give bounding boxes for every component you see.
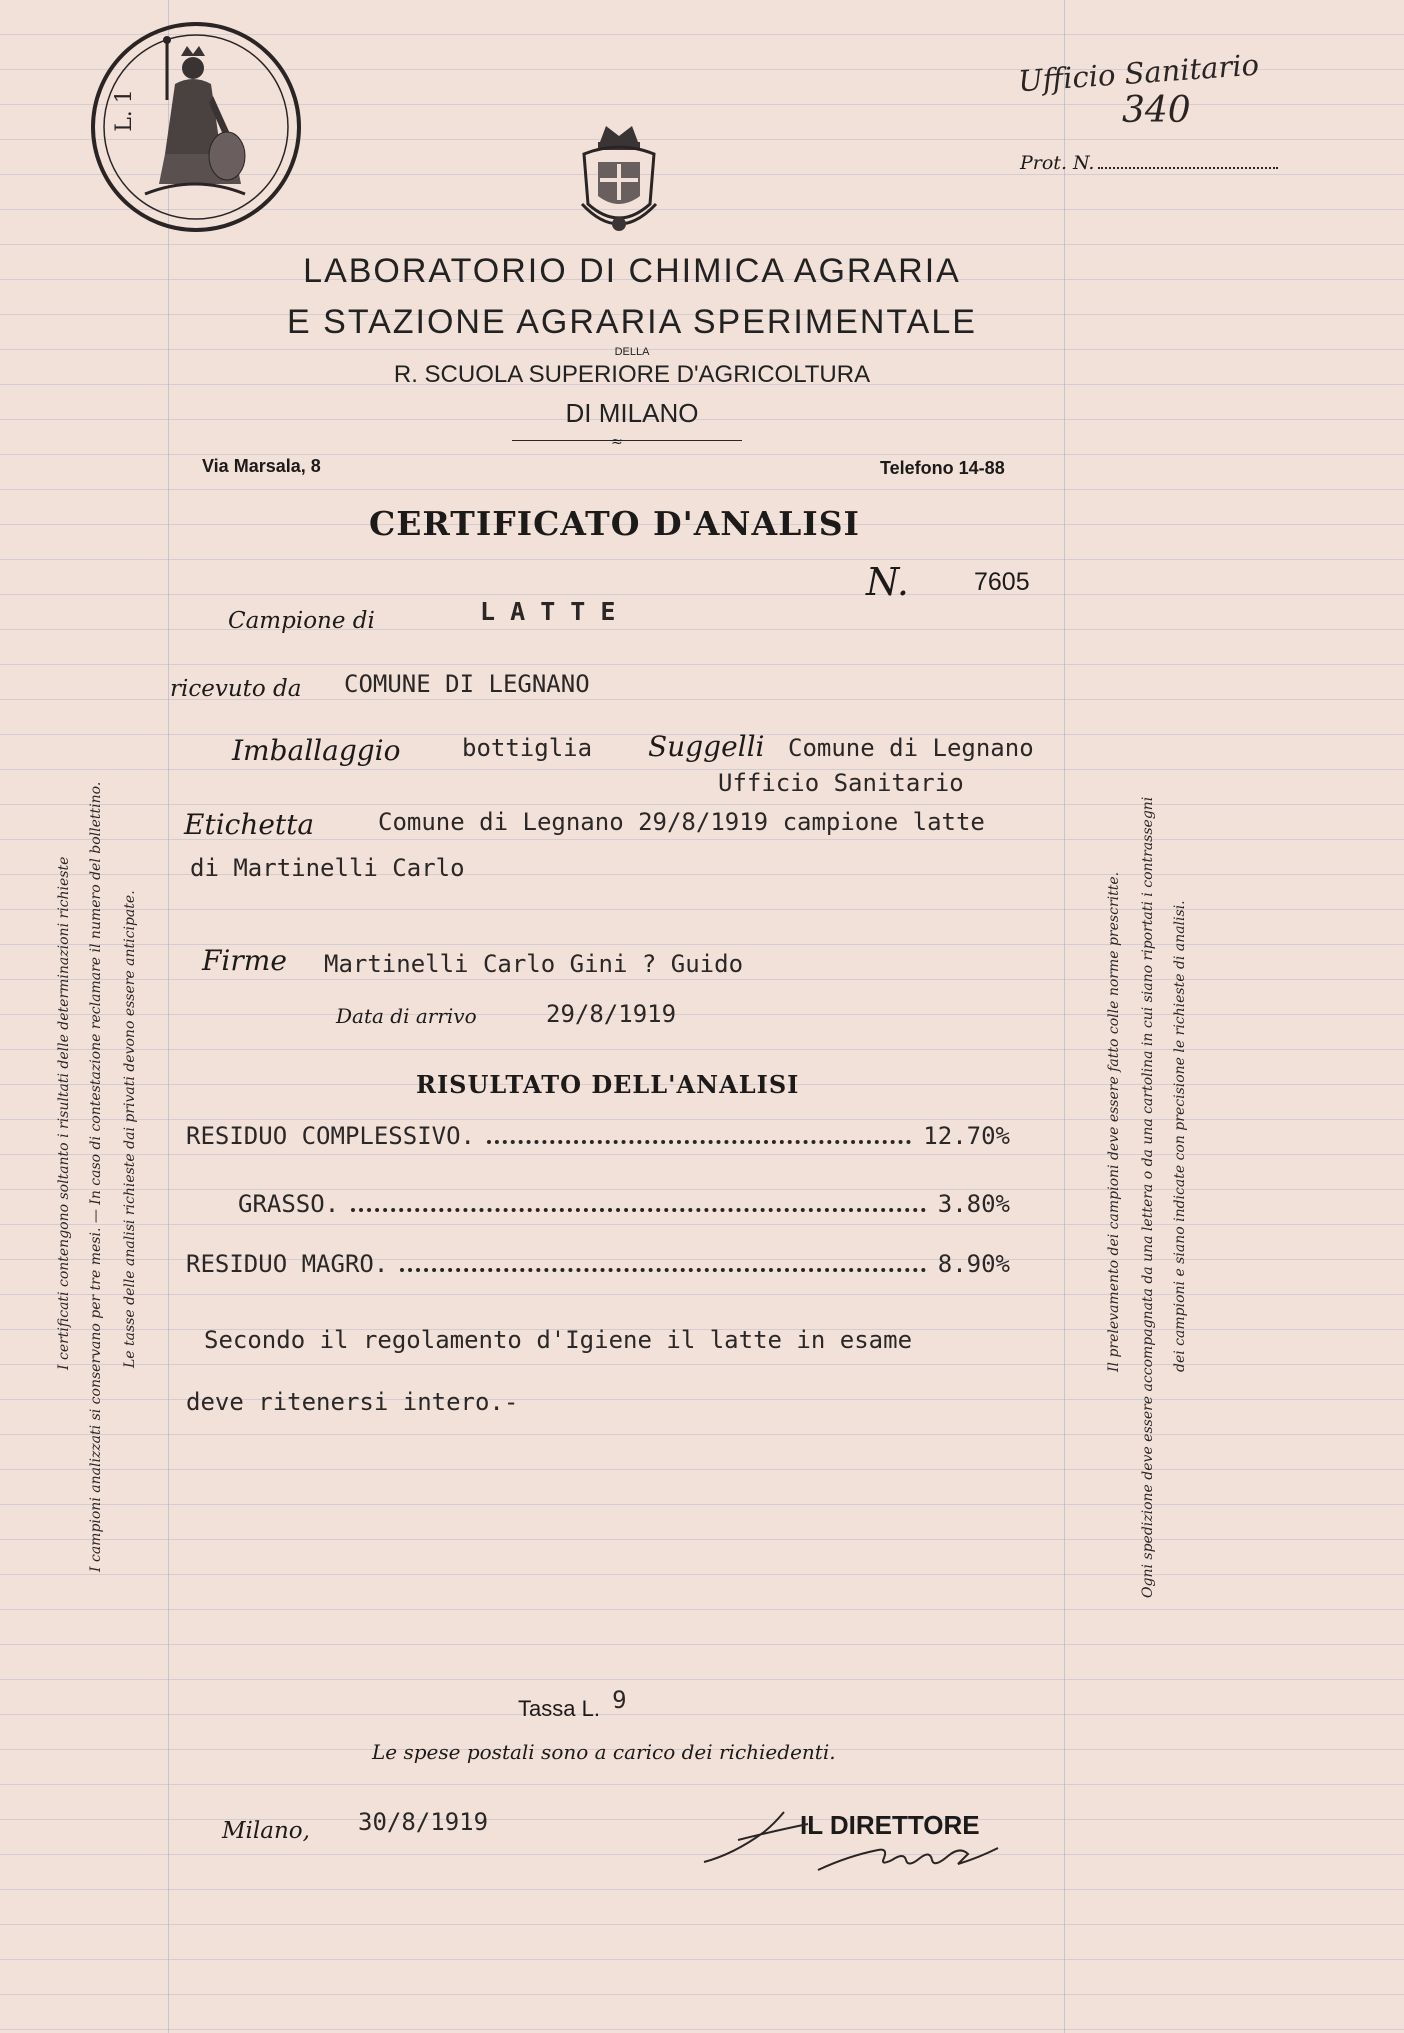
result-value: 12.70% [923, 1122, 1010, 1150]
label-line1: Comune di Legnano 29/8/1919 campione latte [378, 808, 985, 836]
seals-line2: Ufficio Sanitario [718, 769, 964, 797]
conclusion-line1: Secondo il regolamento d'Igiene il latte in esame [204, 1326, 913, 1354]
arrival-value: 29/8/1919 [546, 1000, 677, 1028]
certificate-number: 7605 [974, 568, 1030, 596]
sample-value: L A T T E [480, 597, 616, 626]
certificate-title: CERTIFICATO D'ANALISI [369, 504, 860, 543]
postal-note: Le spese postali sono a carico dei richiedenti. [372, 1740, 836, 1764]
received-value: COMUNE DI LEGNANO [344, 670, 590, 698]
results-title: RISULTATO DELL'ANALISI [416, 1070, 800, 1099]
side-note-left-1: I certificati contengono soltanto i risultati delle determinazioni richieste [56, 856, 72, 1370]
received-label: ricevuto da [170, 676, 302, 702]
crown-crest-icon [572, 120, 666, 238]
side-note-right-1: Il prelevamento dei campioni deve essere fatto colle norme prescritte. [1106, 871, 1122, 1372]
phone: Telefono 14-88 [880, 458, 1005, 478]
conclusion-line2: deve ritenersi intero.- [186, 1388, 519, 1416]
result-row-total-residue [186, 1122, 1010, 1150]
sample-label: Campione di [228, 608, 375, 634]
packaging-label: Imballaggio [232, 734, 401, 767]
arrival-label: Data di arrivo [336, 1004, 477, 1028]
stamp-prot [1020, 152, 1278, 174]
signatures-value: Martinelli Carlo Gini ? Guido [324, 950, 744, 978]
footer-date: 30/8/1919 [358, 1808, 489, 1836]
ornament-rule [512, 440, 742, 441]
number-label: N. [866, 560, 909, 604]
seal-label: L. 1 [111, 89, 137, 132]
footer-place: Milano, [222, 1818, 310, 1844]
tax-label: Tassa L. [518, 1696, 600, 1721]
result-value: 8.90% [937, 1250, 1010, 1278]
signatures-label: Firme [202, 944, 287, 977]
side-note-left-2: I campioni analizzati si conservano per tre mesi. — In caso di contestazione reclamare il numero del bollettino. [88, 781, 104, 1572]
signer-title: IL DIRETTORE [800, 1810, 980, 1840]
director-signature [698, 1800, 1058, 1880]
stamp-number: 340 [1122, 90, 1191, 131]
result-name: RESIDUO COMPLESSIVO. [186, 1122, 475, 1150]
result-row-fat [238, 1190, 1010, 1218]
seals-label: Suggelli [648, 730, 765, 763]
side-note-left-3: Le tasse delle analisi richieste dai privati devono essere anticipate. [122, 890, 138, 1368]
seals-line1: Comune di Legnano [788, 734, 1034, 762]
result-row-lean-residue [186, 1250, 1010, 1278]
letterhead-line4: DI MILANO [565, 398, 699, 428]
packaging-value: bottiglia [462, 734, 593, 762]
letterhead-della: DELLA [614, 346, 650, 358]
leader-dots [487, 1140, 911, 1144]
ornament-icon: ≈ [611, 434, 623, 450]
prot-dotted-line [1098, 167, 1278, 169]
side-note-right-2: Ogni spedizione deve essere accompagnata da una lettera o da una cartolina in cui siano riportati i contrassegni [1140, 796, 1156, 1598]
letterhead-line3: R. SCUOLA SUPERIORE D'AGRICOLTURA [393, 361, 871, 388]
letterhead-line2: E STAZIONE AGRARIA SPERIMENTALE [287, 303, 977, 341]
result-name: RESIDUO MAGRO. [186, 1250, 389, 1278]
label-line2: di Martinelli Carlo [190, 854, 465, 882]
prot-label: Prot. N. [1020, 152, 1095, 174]
label-label: Etichetta [184, 808, 315, 841]
stamp-office: Ufficio Sanitario [1017, 47, 1261, 99]
laboratory-seal [91, 22, 301, 232]
result-name: GRASSO. [238, 1190, 340, 1218]
letterhead-line1: LABORATORIO DI CHIMICA AGRARIA [303, 252, 961, 290]
side-note-right-3: dei campioni e siano indicate con precisione le richieste di analisi. [1172, 900, 1188, 1372]
tax-value: 9 [612, 1686, 627, 1714]
address: Via Marsala, 8 [202, 456, 321, 476]
leader-dots [351, 1208, 926, 1212]
result-value: 3.80% [937, 1190, 1010, 1218]
leader-dots [400, 1268, 925, 1272]
tax [518, 1686, 627, 1722]
